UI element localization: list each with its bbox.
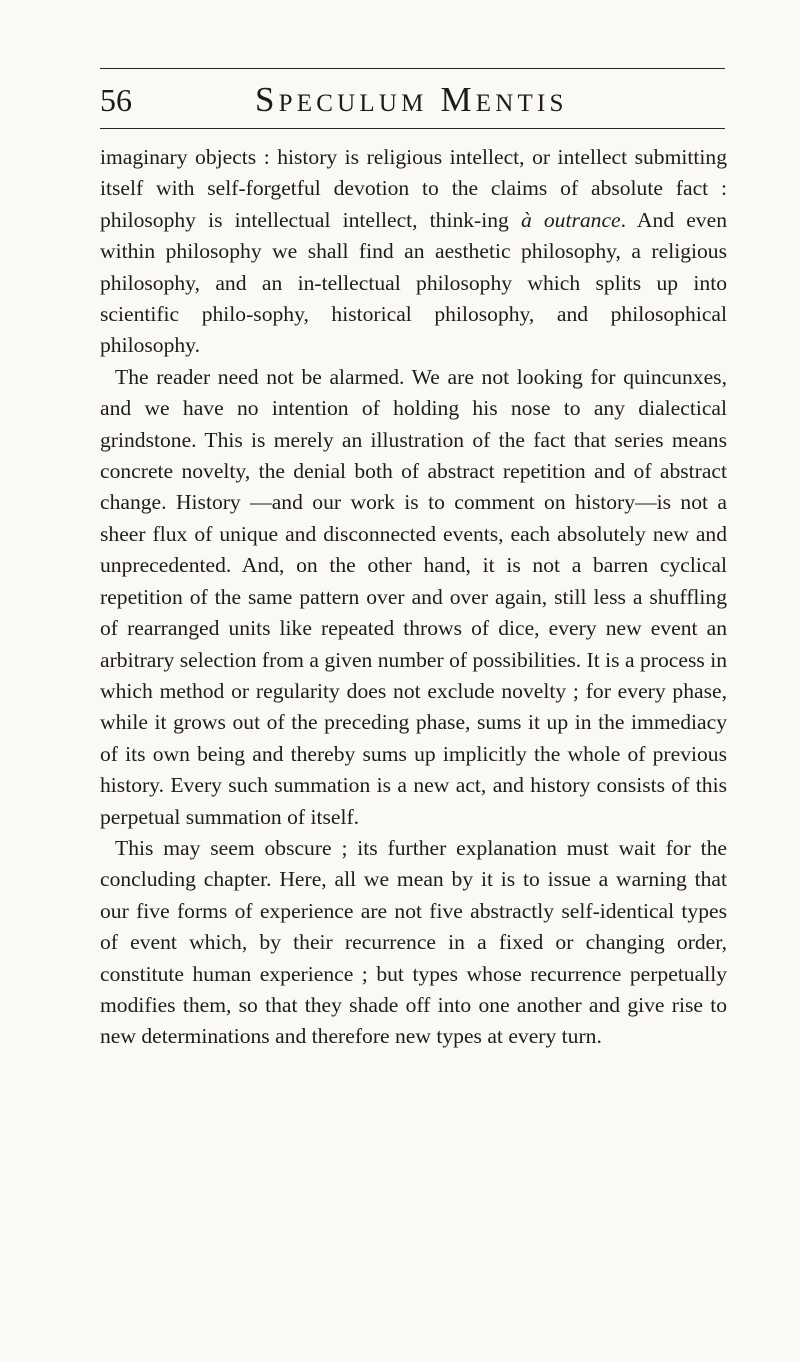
italic-phrase: à outrance [520, 207, 621, 232]
page-number: 56 [100, 82, 132, 118]
paragraph-3: This may seem obscure ; its further explanation must wait for the concluding chapter. Here, all we mean by it is to issue a warning that our five forms of experience are not five abstractly self-identical types of event which, by their recurrence in a fixed or changing order, constitute human experience ; but types whose recurrence perpetually modifies them, so that they shade off into one another and give rise to new determinations and therefore new types at every turn. [100, 835, 727, 1049]
header-bottom-rule [100, 128, 725, 129]
header-top-rule [100, 68, 725, 69]
paragraph-1 [100, 142, 727, 362]
paragraph-2: The reader need not be alarmed. We are not looking for quincunxes, and we have no intention of holding his nose to any dialectical grindstone. This is merely an illustration of the fact that series means concrete novelty, the denial both of abstract repetition and of abstract change. History —and our work is to comment on history—is not a sheer flux of unique and disconnected events, each absolutely new and unprecedented. And, on the other hand, it is not a barren cyclical repetition of the same pattern over and over again, still less a shuffling of rearranged units like repeated throws of dice, every new event an arbitrary selection from a given number of possibilities. It is a process in which method or regularity does not exclude novelty ; for every phase, while it grows out of the preceding phase, sums it up in the immediacy of its own being and thereby sums up implicitly the whole of previous history. Every such summation is a new act, and history consists of this perpetual summation of itself. [100, 364, 727, 829]
running-title: Speculum Mentis [255, 80, 568, 119]
paragraph-1-text: imaginary objects : history is religious intellect, or intellect submitting itself with self-forgetful devotion to the claims of absolute fact : philosophy is intellectual intellect, think-ing [100, 145, 727, 232]
paragraph-1-text-cont: . And even within philosophy we shall find an aesthetic philosophy, a religious philosophy, and an in-tellectual philosophy which splits up into scientific philo-sophy, historical philosophy, and philosophical philosophy. [100, 207, 727, 358]
body-text [100, 142, 727, 1053]
running-header [100, 80, 725, 120]
